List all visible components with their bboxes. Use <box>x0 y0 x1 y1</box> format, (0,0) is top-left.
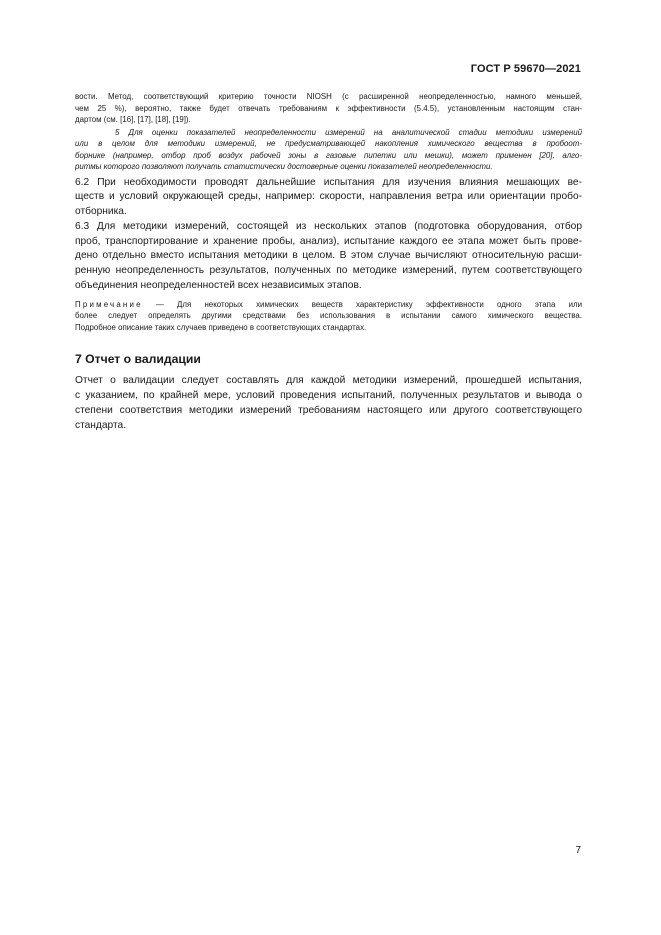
continuation-paragraph <box>75 91 582 126</box>
section-7-paragraph <box>75 374 582 433</box>
text-line <box>75 127 582 139</box>
page-number: 7 <box>575 845 581 856</box>
clause-6-3 <box>75 220 582 294</box>
page-body <box>75 91 582 434</box>
text-line: ренную неопределенность результатов, полученных по методике измерений, путем соответствующего <box>75 265 582 277</box>
text-line: степени соответствия методики измерений требованиям настоящего или другого соответствующего <box>75 404 582 416</box>
text-line: дартом (см. [16], [17], [18], [19]). <box>75 115 191 124</box>
section-heading: 7 Отчет о валидации <box>75 352 201 367</box>
footnote-5 <box>75 127 582 173</box>
text-line: 6.3 Для методики измерений, состоящей из нескольких этапов (подготовка оборудования, отбор <box>75 220 582 232</box>
text-line: ритмы которого позволяют получать статистически достоверные оценки показателей неопределенности. <box>75 162 493 171</box>
text-line: с указанием, по крайней мере, условий проведения испытаний, полученных результатов и вывода о <box>75 390 582 402</box>
text-line: более следует определять другими средствами без использования в испытании самого химического вещества. <box>75 311 582 321</box>
text-line: стандарта. <box>75 419 127 431</box>
note-first-line: — Для некоторых химических веществ характеристику эффективности одного этапа или <box>142 299 582 309</box>
text-line: ществ и условий окружающей среды, например: скорости, направления ветра или ориентации пробо- <box>75 191 582 203</box>
text-line: или в целом для методики измерений, не предусматривающей накопления химического вещества в пробоот- <box>75 139 582 148</box>
text-line: чем 25 %), вероятно, также будет отвечать требованиям к эффективности (5.4.5), установленным настоящим стан- <box>75 103 582 113</box>
note-block <box>75 299 582 334</box>
text-line: вости. Метод, соответствующий критерию точности NIOSH (с расширенной неопределенностью, намного меньшей, <box>75 92 582 101</box>
text-line: проб, транспортирование и хранение пробы, анализ), испытание каждого ее этапа может быть прове- <box>75 235 582 247</box>
text-line: объединения неопределенностей всех независимых этапов. <box>75 280 362 292</box>
clause-6-2 <box>75 176 582 220</box>
text-line: борнике (например, отбор проб воздух рабочей зоны в газовые пипетки или мешки), может применен [20], алго- <box>75 150 582 160</box>
note-label: Примечание <box>75 299 143 309</box>
text-line <box>75 299 582 311</box>
text-line: Отчет о валидации следует составлять для каждой методики измерений, прошедшей испытания, <box>75 375 582 387</box>
text-line: дено отдельно вместо испытания методики в целом. В этом случае вычисляют относительную расши- <box>75 250 582 262</box>
footnote-first-line: 5 Для оценки показателей неопределенности измерений на аналитической стадии методики измерений <box>115 127 582 137</box>
running-header: ГОСТ Р 59670—2021 <box>470 63 581 75</box>
text-line: отборника. <box>75 206 127 218</box>
text-line: Подробное описание таких случаев приведено в соответствующих стандартах. <box>75 322 367 332</box>
text-line: 6.2 При необходимости проводят дальнейшие испытания для изучения влияния мешающих ве- <box>75 176 582 188</box>
